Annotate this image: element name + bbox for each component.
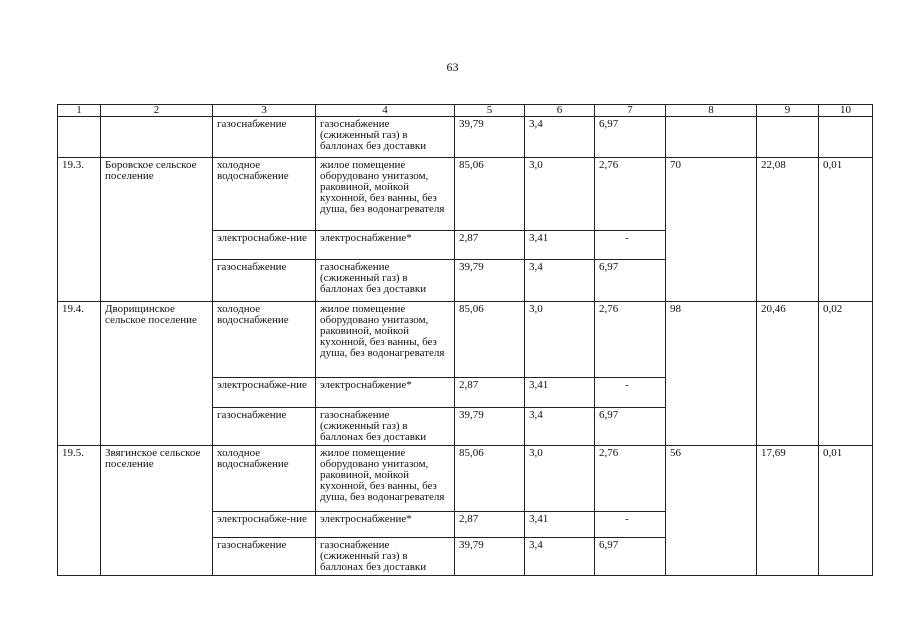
value-cell: 17,69 <box>757 446 819 576</box>
service-cell: газоснабжение <box>213 260 316 302</box>
value-cell: 3,41 <box>525 512 595 538</box>
value-cell: 39,79 <box>455 408 525 446</box>
row-number-cell: 19.4. <box>58 302 101 446</box>
value-cell: 3,4 <box>525 408 595 446</box>
description-cell: жилое помещение оборудовано унитазом, раковиной, мойкой кухонной, без ванны, без душа, без водонагревателя <box>316 302 455 378</box>
value-cell: 56 <box>666 446 757 576</box>
description-cell: газоснабжение (сжиженный газ) в баллонах без доставки <box>316 260 455 302</box>
value-cell: 6,97 <box>595 117 666 158</box>
value-cell: - <box>595 378 666 408</box>
table-row <box>58 117 873 158</box>
value-cell: 0,01 <box>819 446 873 576</box>
service-cell: электроснабже-ние <box>213 378 316 408</box>
value-cell: 2,76 <box>595 302 666 378</box>
value-cell <box>819 117 873 158</box>
table-row <box>58 446 873 512</box>
service-cell: газоснабжение <box>213 408 316 446</box>
description-cell: газоснабжение (сжиженный газ) в баллонах без доставки <box>316 538 455 576</box>
column-header: 6 <box>525 105 595 117</box>
table-row <box>58 302 873 378</box>
column-header: 10 <box>819 105 873 117</box>
column-header: 3 <box>213 105 316 117</box>
value-cell: 85,06 <box>455 158 525 231</box>
value-cell: 39,79 <box>455 260 525 302</box>
row-number-cell <box>58 117 101 158</box>
value-cell: 0,01 <box>819 158 873 302</box>
service-cell: газоснабжение <box>213 538 316 576</box>
service-cell: электроснабже-ние <box>213 512 316 538</box>
value-cell: 85,06 <box>455 446 525 512</box>
page-number: 63 <box>446 60 459 74</box>
value-cell: 39,79 <box>455 117 525 158</box>
column-number-row <box>58 105 873 117</box>
tariff-table <box>57 104 873 576</box>
value-cell: 3,4 <box>525 260 595 302</box>
description-cell: газоснабжение (сжиженный газ) в баллонах без доставки <box>316 117 455 158</box>
description-cell: жилое помещение оборудовано унитазом, раковиной, мойкой кухонной, без ванны, без душа, без водонагревателя <box>316 446 455 512</box>
value-cell: - <box>595 512 666 538</box>
description-cell: электроснабжение* <box>316 512 455 538</box>
settlement-cell: Звягинское сельское поселение <box>101 446 213 576</box>
description-cell: жилое помещение оборудовано унитазом, раковиной, мойкой кухонной, без ванны, без душа, без водонагревателя <box>316 158 455 231</box>
value-cell: 85,06 <box>455 302 525 378</box>
value-cell: 2,87 <box>455 512 525 538</box>
service-cell: холодное водоснабжение <box>213 446 316 512</box>
table-row <box>58 158 873 231</box>
service-cell: холодное водоснабжение <box>213 158 316 231</box>
row-number-cell: 19.3. <box>58 158 101 302</box>
column-header: 7 <box>595 105 666 117</box>
value-cell: 6,97 <box>595 260 666 302</box>
value-cell: 3,4 <box>525 117 595 158</box>
service-cell: холодное водоснабжение <box>213 302 316 378</box>
settlement-cell: Боровское сельское поселение <box>101 158 213 302</box>
value-cell <box>757 117 819 158</box>
service-cell: газоснабжение <box>213 117 316 158</box>
description-cell: электроснабжение* <box>316 231 455 260</box>
value-cell: 98 <box>666 302 757 446</box>
value-cell: 3,0 <box>525 158 595 231</box>
settlement-cell: Дворищинское сельское поселение <box>101 302 213 446</box>
column-header: 8 <box>666 105 757 117</box>
column-header: 1 <box>58 105 101 117</box>
settlement-cell <box>101 117 213 158</box>
value-cell: 6,97 <box>595 538 666 576</box>
value-cell: 2,76 <box>595 446 666 512</box>
column-header: 9 <box>757 105 819 117</box>
service-cell: электроснабже-ние <box>213 231 316 260</box>
value-cell: 2,87 <box>455 378 525 408</box>
value-cell: 3,41 <box>525 231 595 260</box>
value-cell: 2,76 <box>595 158 666 231</box>
column-header: 2 <box>101 105 213 117</box>
value-cell: 3,0 <box>525 302 595 378</box>
value-cell: 70 <box>666 158 757 302</box>
column-header: 4 <box>316 105 455 117</box>
description-cell: электроснабжение* <box>316 378 455 408</box>
value-cell: 39,79 <box>455 538 525 576</box>
value-cell: 3,4 <box>525 538 595 576</box>
value-cell: 2,87 <box>455 231 525 260</box>
value-cell: 6,97 <box>595 408 666 446</box>
value-cell: 22,08 <box>757 158 819 302</box>
value-cell: 20,46 <box>757 302 819 446</box>
value-cell: 0,02 <box>819 302 873 446</box>
row-number-cell: 19.5. <box>58 446 101 576</box>
value-cell: 3,0 <box>525 446 595 512</box>
value-cell <box>666 117 757 158</box>
description-cell: газоснабжение (сжиженный газ) в баллонах без доставки <box>316 408 455 446</box>
value-cell: - <box>595 231 666 260</box>
value-cell: 3,41 <box>525 378 595 408</box>
column-header: 5 <box>455 105 525 117</box>
